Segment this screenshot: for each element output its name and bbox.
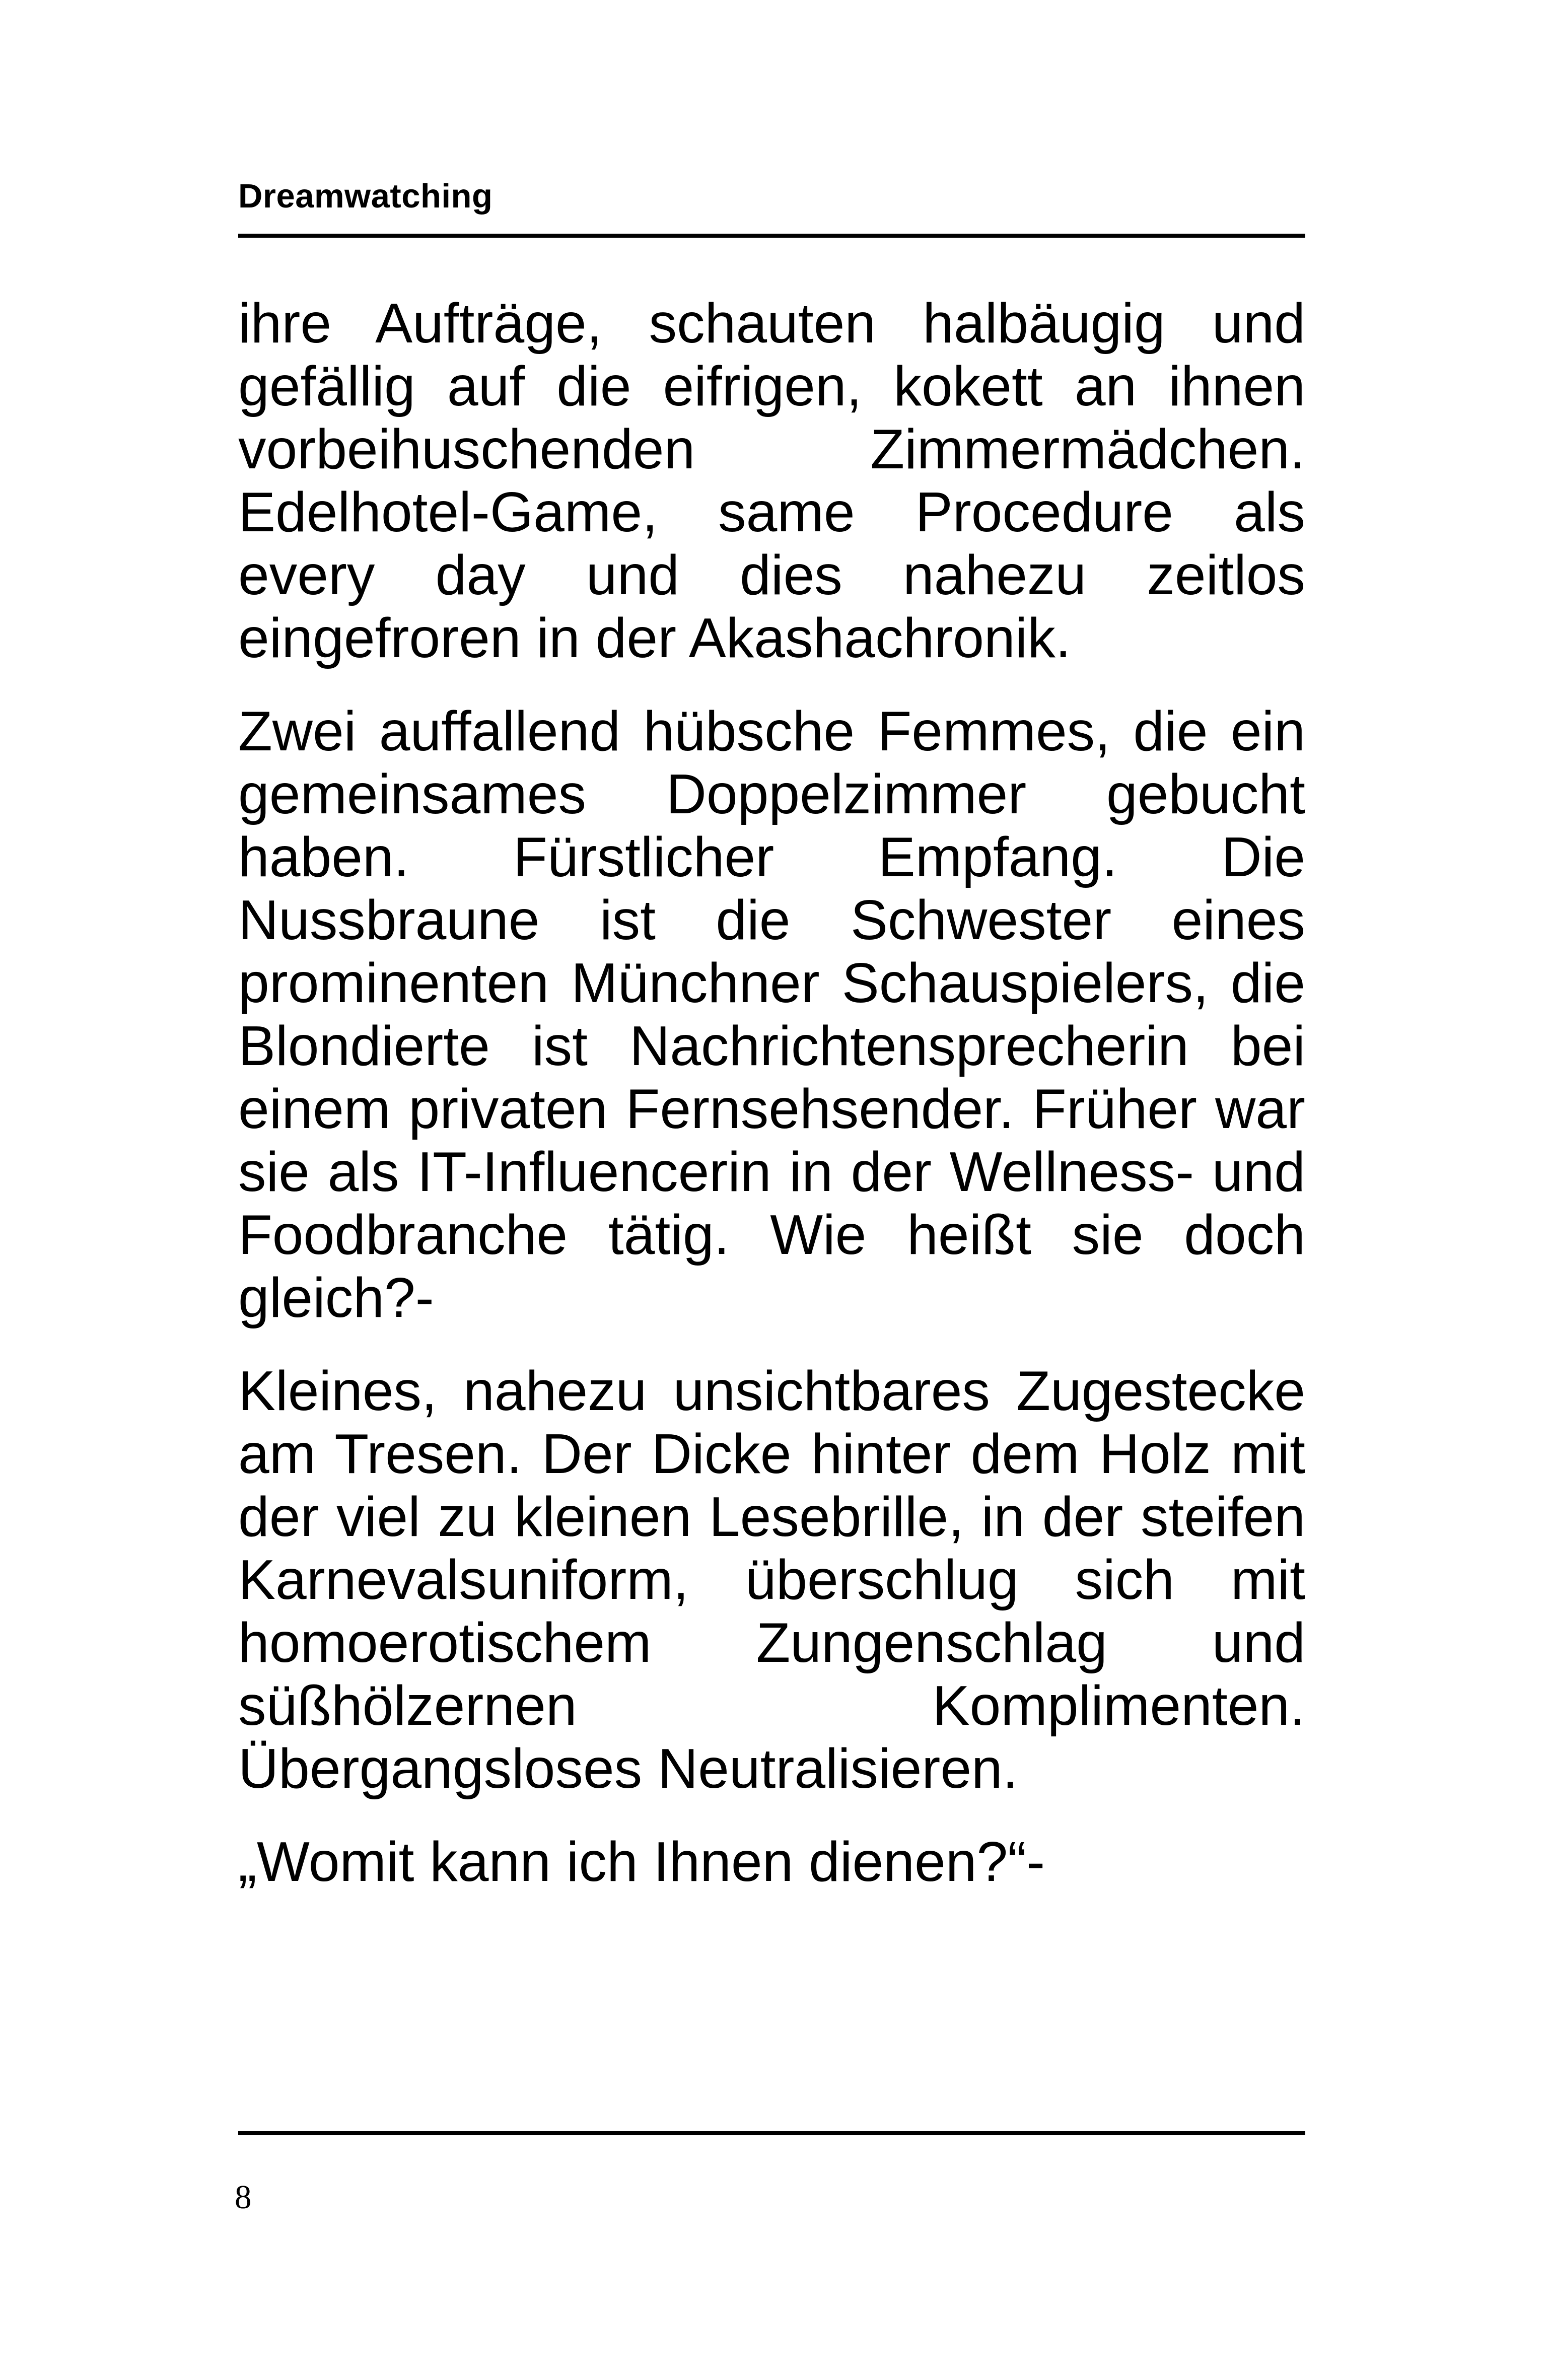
paragraph: Zwei auffallend hübsche Femmes, die ein gemeinsames Doppelzimmer gebucht haben. Fürstlicher Empfang. Die Nussbraune ist die Schwester eines prominenten Münchner Schauspielers, die Blondierte ist Nachrichtensprecherin bei einem privaten Fernsehsender. Früher war sie als IT-Influencerin in der Wellness- und Foodbranche tätig. Wie heißt sie doch gleich?- xyxy=(238,700,1305,1329)
paragraph: „Womit kann ich Ihnen dienen?“- xyxy=(238,1831,1045,1893)
body-text xyxy=(238,292,1305,1924)
running-head-title: Dreamwatching xyxy=(238,177,493,215)
paragraph: ihre Aufträge, schauten halbäugig und gefällig auf die eifrigen, kokett an ihnen vorbeihuschenden Zimmermädchen. Edelhotel-Game, same Procedure als every day und dies nahezu zeitlos eingefroren in der Akashachronik. xyxy=(238,292,1305,669)
header-rule xyxy=(238,234,1305,238)
page-number: 8 xyxy=(235,2179,252,2216)
paragraph: Kleines, nahezu unsichtbares Zugestecke am Tresen. Der Dicke hinter dem Holz mit der viel zu kleinen Lesebrille, in der steifen Karnevalsuniform, überschlug sich mit homoerotischem Zungenschlag und süßhölzernen Komplimenten. Übergangsloses Neutralisieren. xyxy=(238,1360,1305,1800)
footer-rule xyxy=(238,2131,1305,2135)
